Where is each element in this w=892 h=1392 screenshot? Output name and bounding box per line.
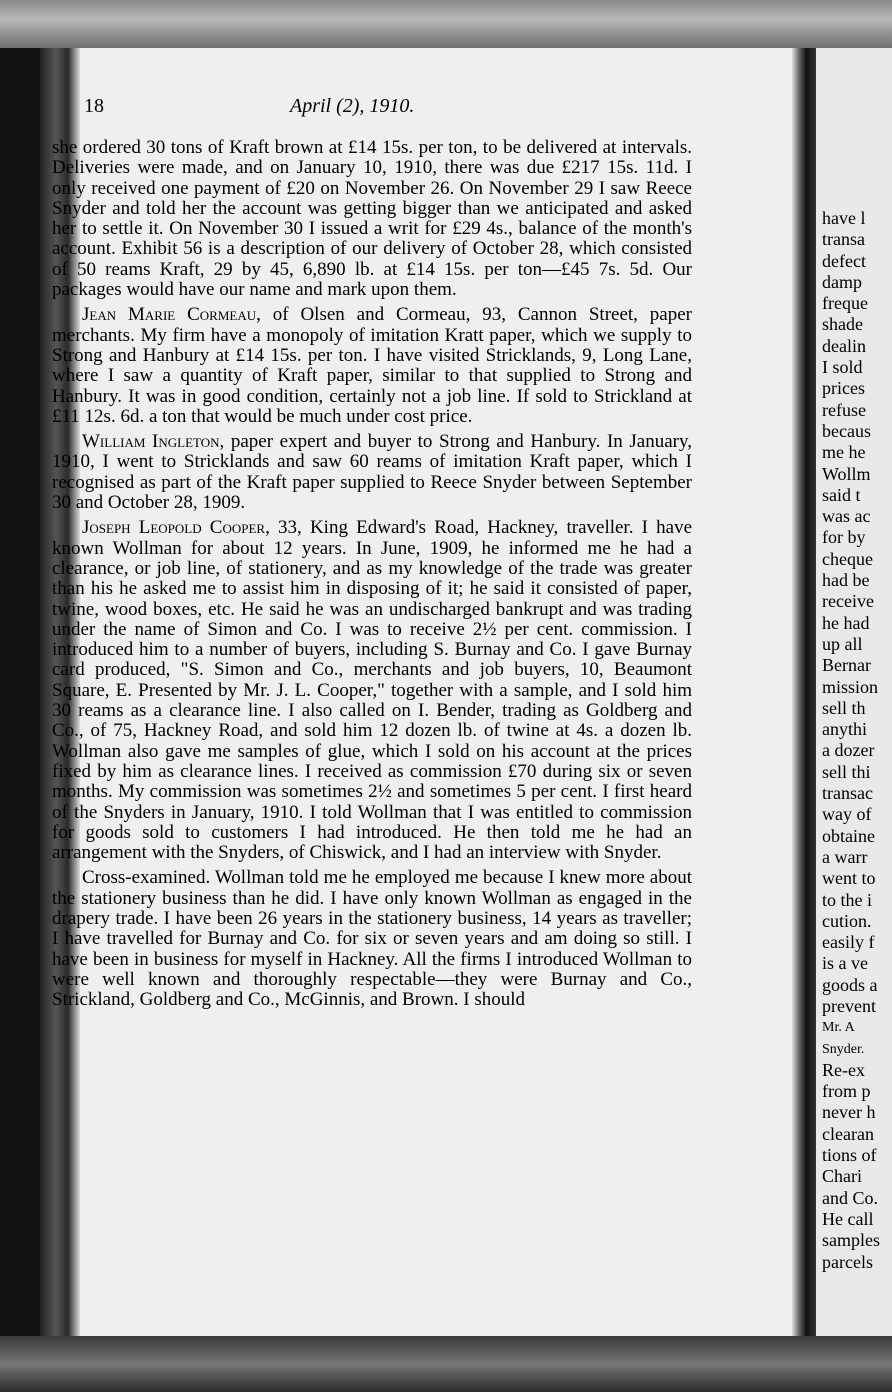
facing-page-line: Bernar: [822, 655, 871, 676]
facing-page-line: and Co.: [822, 1187, 878, 1208]
facing-page-line: goods a: [822, 974, 878, 995]
facing-page-line: to the i: [822, 889, 872, 910]
facing-page-line: had be: [822, 570, 870, 591]
facing-page-line: becaus: [822, 420, 871, 441]
facing-page-line: shade: [822, 314, 863, 335]
facing-page-line: is a ve: [822, 953, 868, 974]
paragraph-text: she ordered 30 tons of Kraft brown at £14 15s. per ton, to be delivered at intervals. Deliveries were made, and on January 10, 1910, there was due £217 15s. 11d. I only received one payment of £20 on November 26. On November 29 I saw Reece Snyder and told her the account was getting bigger than we anticipated and asked her to settle it. On November 30 I issued a writ for £29 4s., balance of the month's account. Exhibit 56 is a description of our delivery of October 28, which consisted of 50 reams Kraft, 29 by 45, 6,890 lb. at £14 15s. per ton—£45 7s. 5d. Our packages would have our name and mark upon them.: [52, 137, 692, 301]
scan-top-border: [0, 0, 892, 48]
facing-page-line: Wollm: [822, 463, 871, 484]
facing-page-fragment: [816, 48, 892, 1336]
facing-page-line: receive: [822, 591, 874, 612]
paragraph: [52, 868, 692, 1010]
facing-page-line: prevent: [822, 995, 876, 1016]
facing-page-line: cheque: [822, 548, 873, 569]
facing-page-line: easily f: [822, 932, 875, 953]
facing-page-line: transac: [822, 783, 873, 804]
facing-page-line: a dozer: [822, 740, 875, 761]
facing-page-line: transa: [822, 229, 865, 250]
paragraph: [52, 138, 692, 300]
facing-page-line: have l: [822, 208, 866, 228]
running-title: April (2), 1910.: [290, 95, 415, 117]
facing-page-line: sell thi: [822, 761, 871, 782]
facing-page-line: a warr: [822, 846, 868, 867]
facing-page-line: anythi: [822, 719, 867, 740]
facing-page-line: samples: [822, 1230, 880, 1251]
facing-page-line: was ac: [822, 506, 871, 527]
facing-page-line: I sold: [822, 357, 863, 378]
witness-name: Joseph Leopold Cooper,: [82, 517, 270, 539]
facing-page-line: Mr. A: [822, 1020, 855, 1036]
facing-page-line: never h: [822, 1102, 876, 1123]
paragraph-text: of Olsen and Cormeau, 93, Cannon Street, paper merchants. My firm have a monopoly of imitation Kratt paper, which we supply to Strong and Hanbury at £14 15s. per ton. I have visited Stricklands, 9, Long Lane, where I saw a quantity of Kraft paper, similar to that supplied to Strong and Hanbury. It was in good condition, certainly not a job line. If sold to Strickland at £11 12s. 6d. a ton that would be much under cost price.: [52, 304, 692, 427]
facing-page-line: dealin: [822, 335, 866, 356]
facing-page-line: for by: [822, 527, 866, 548]
facing-page-line: defect: [822, 250, 866, 271]
facing-page-line: tions of: [822, 1145, 877, 1166]
facing-page-line: freque: [822, 293, 868, 314]
paragraph-text: Cross-examined. Wollman told me he employed me because I knew more about the stationery business than he did. I have only known Wollman as engaged in the drapery trade. I have been 26 years in the stationery business, 14 years as traveller; I have travelled for Burnay and Co. for six or seven years and am doing so still. I have been in business for myself in Hackney. All the firms I introduced Wollman to were well known and thoroughly respectable—they were Burnay and Co., Strickland, Goldberg and Co., McGinnis, and Brown. I should: [52, 867, 692, 1011]
facing-page-line: sell th: [822, 697, 866, 718]
facing-page-line: said t: [822, 484, 861, 505]
body-text: [52, 138, 692, 1015]
page-number: 18: [84, 95, 104, 117]
facing-page-line: He call: [822, 1208, 874, 1229]
facing-page-lines: [822, 208, 880, 1273]
witness-name: William Ingleton,: [82, 431, 225, 453]
facing-page-line: Re-ex: [822, 1059, 865, 1080]
paragraph: [52, 305, 692, 427]
facing-page-line: Chari: [822, 1166, 862, 1187]
paragraph: [52, 518, 692, 863]
facing-page-line: obtaine: [822, 825, 875, 846]
page-gutter: [792, 48, 816, 1336]
scan-bottom-border: [0, 1336, 892, 1392]
facing-page-line: clearan: [822, 1123, 874, 1144]
facing-page-line: way of: [822, 804, 872, 825]
facing-page-line: mission: [822, 676, 879, 697]
paragraph-text: 33, King Edward's Road, Hackney, traveller. I have known Wollman for about 12 years. In June, 1909, he informed me he had a clearance, or job line, of stationery, and as my knowledge of the trade was greater than his he asked me to assist him in disposing of it; he said it consisted of paper, twine, wood boxes, etc. He said he was an undischarged bankrupt and was trading under the name of Simon and Co. I was to receive 2½ per cent. commission. I introduced him to a number of buyers, including S. Burnay and Co. I gave Burnay card produced, "S. Simon and Co., merchants and job buyers, 10, Beaumont Square, E. Presented by Mr. J. L. Cooper," together with a sample, and I sold him 30 reams as a clearance line. I also called on I. Bender, trading as Goldberg and Co., of 75, Hackney Road, and sold him 12 dozen lb. of twine at 4s. a dozen lb. Wollman also gave me samples of glue, which I sold on his account at the prices fixed by him as clearance lines. I received as commission £70 during six or seven months. My commission was sometimes 2½ and sometimes 5 per cent. I first heard of the Snyders in January, 1910. I told Wollman that I was entitled to commission for goods sold to customers I had introduced. He then told me he had an arrangement with the Snyders, of Chiswick, and I had an interview with Snyder.: [52, 517, 693, 864]
facing-page-line: parcels: [822, 1251, 873, 1272]
facing-page-line: Snyder.: [822, 1041, 865, 1057]
facing-page-line: he had: [822, 612, 870, 633]
facing-page-line: up all: [822, 633, 863, 654]
facing-page-line: cution.: [822, 910, 872, 931]
facing-page-line: me he: [822, 442, 866, 463]
facing-page-line: from p: [822, 1081, 871, 1102]
witness-name: Jean Marie Cormeau,: [82, 304, 261, 326]
page-header: [84, 95, 644, 125]
facing-page-line: refuse: [822, 399, 866, 420]
facing-page-line: went to: [822, 868, 876, 889]
facing-page-line: damp: [822, 271, 862, 292]
paragraph-text: paper expert and buyer to Strong and Hanbury. In January, 1910, I went to Stricklands and saw 60 reams of imitation Kraft paper, which I recognised as part of the Kraft paper supplied to Reece Snyder between September 30 and October 28, 1909.: [52, 431, 693, 514]
facing-page-line: prices: [822, 378, 865, 399]
paragraph: [52, 432, 692, 513]
